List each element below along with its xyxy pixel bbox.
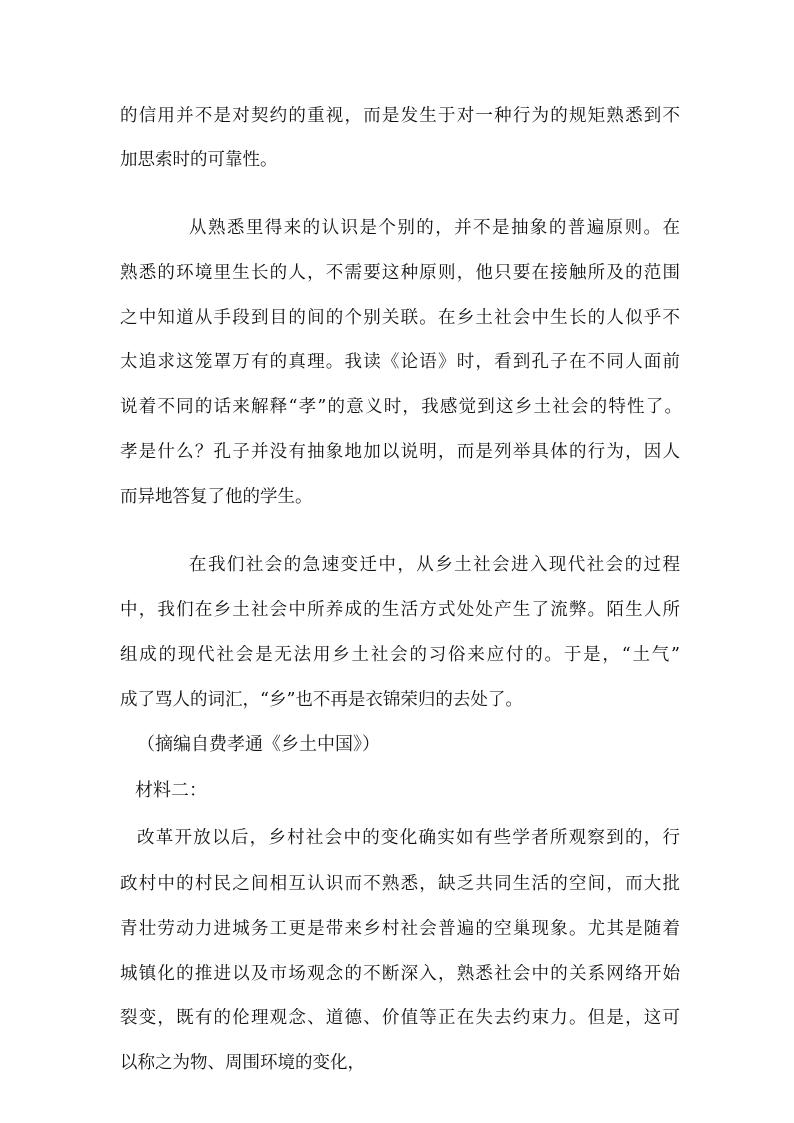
paragraph-line: 在我们社会的急速变迁中，从乡土社会进入现代社会的过程 <box>189 555 680 575</box>
paragraph-line: 太追求这笼罩万有的真理。我读《论语》时，看到孔子在不同人面前 <box>120 352 680 372</box>
paragraph-line: 政村中的村民之间相互认识而不熟悉，缺乏共同生活的空间，而大批 <box>120 874 680 894</box>
paragraph-line: 以称之为物、周围环境的变化， <box>120 1053 365 1073</box>
paragraph-line: 改革开放以后，乡村社会中的变化确实如有些学者所观察到的，行 <box>137 828 680 848</box>
paragraph-line: 青壮劳动力进城务工更是带来乡村社会普遍的空巢现象。尤其是随着 <box>120 919 680 939</box>
paragraph-line: 说着不同的话来解释“孝”的意义时，我感觉到这乡土社会的特性了。 <box>120 397 682 417</box>
paragraph-line: 从熟悉里得来的认识是个别的，并不是抽象的普遍原则。在 <box>189 218 680 238</box>
paragraph-line: 孝是什么？孔子并没有抽象地加以说明，而是列举具体的行为，因人 <box>120 442 680 462</box>
paragraph-line: 熟悉的环境里生长的人，不需要这种原则，他只要在接触所及的范围 <box>120 263 680 283</box>
paragraph-line: 组成的现代社会是无法用乡土社会的习俗来应付的。于是，“土气” <box>120 645 680 665</box>
paragraph-line: 城镇化的推进以及市场观念的不断深入，熟悉社会中的关系网络开始 <box>120 964 680 984</box>
paragraph-line: 成了骂人的词汇，“乡”也不再是衣锦荣归的去处了。 <box>120 690 523 710</box>
paragraph-line: 而异地答复了他的学生。 <box>120 487 313 507</box>
source-citation: （摘编自费孝通《乡土中国》） <box>137 734 380 755</box>
paragraph-line: 加思索时的可靠性。 <box>120 150 278 170</box>
paragraph-line: 裂变，既有的伦理观念、道德、价值等正在失去约束力。但是，这可 <box>120 1008 680 1028</box>
section-heading: 材料二： <box>135 780 207 801</box>
paragraph-line: 中，我们在乡土社会中所养成的生活方式处处产生了流弊。陌生人所 <box>120 600 680 620</box>
paragraph-line: 之中知道从手段到目的间的个别关联。在乡土社会中生长的人似乎不 <box>120 308 680 328</box>
paragraph-line: 的信用并不是对契约的重视，而是发生于对一种行为的规矩熟悉到不 <box>120 106 680 126</box>
